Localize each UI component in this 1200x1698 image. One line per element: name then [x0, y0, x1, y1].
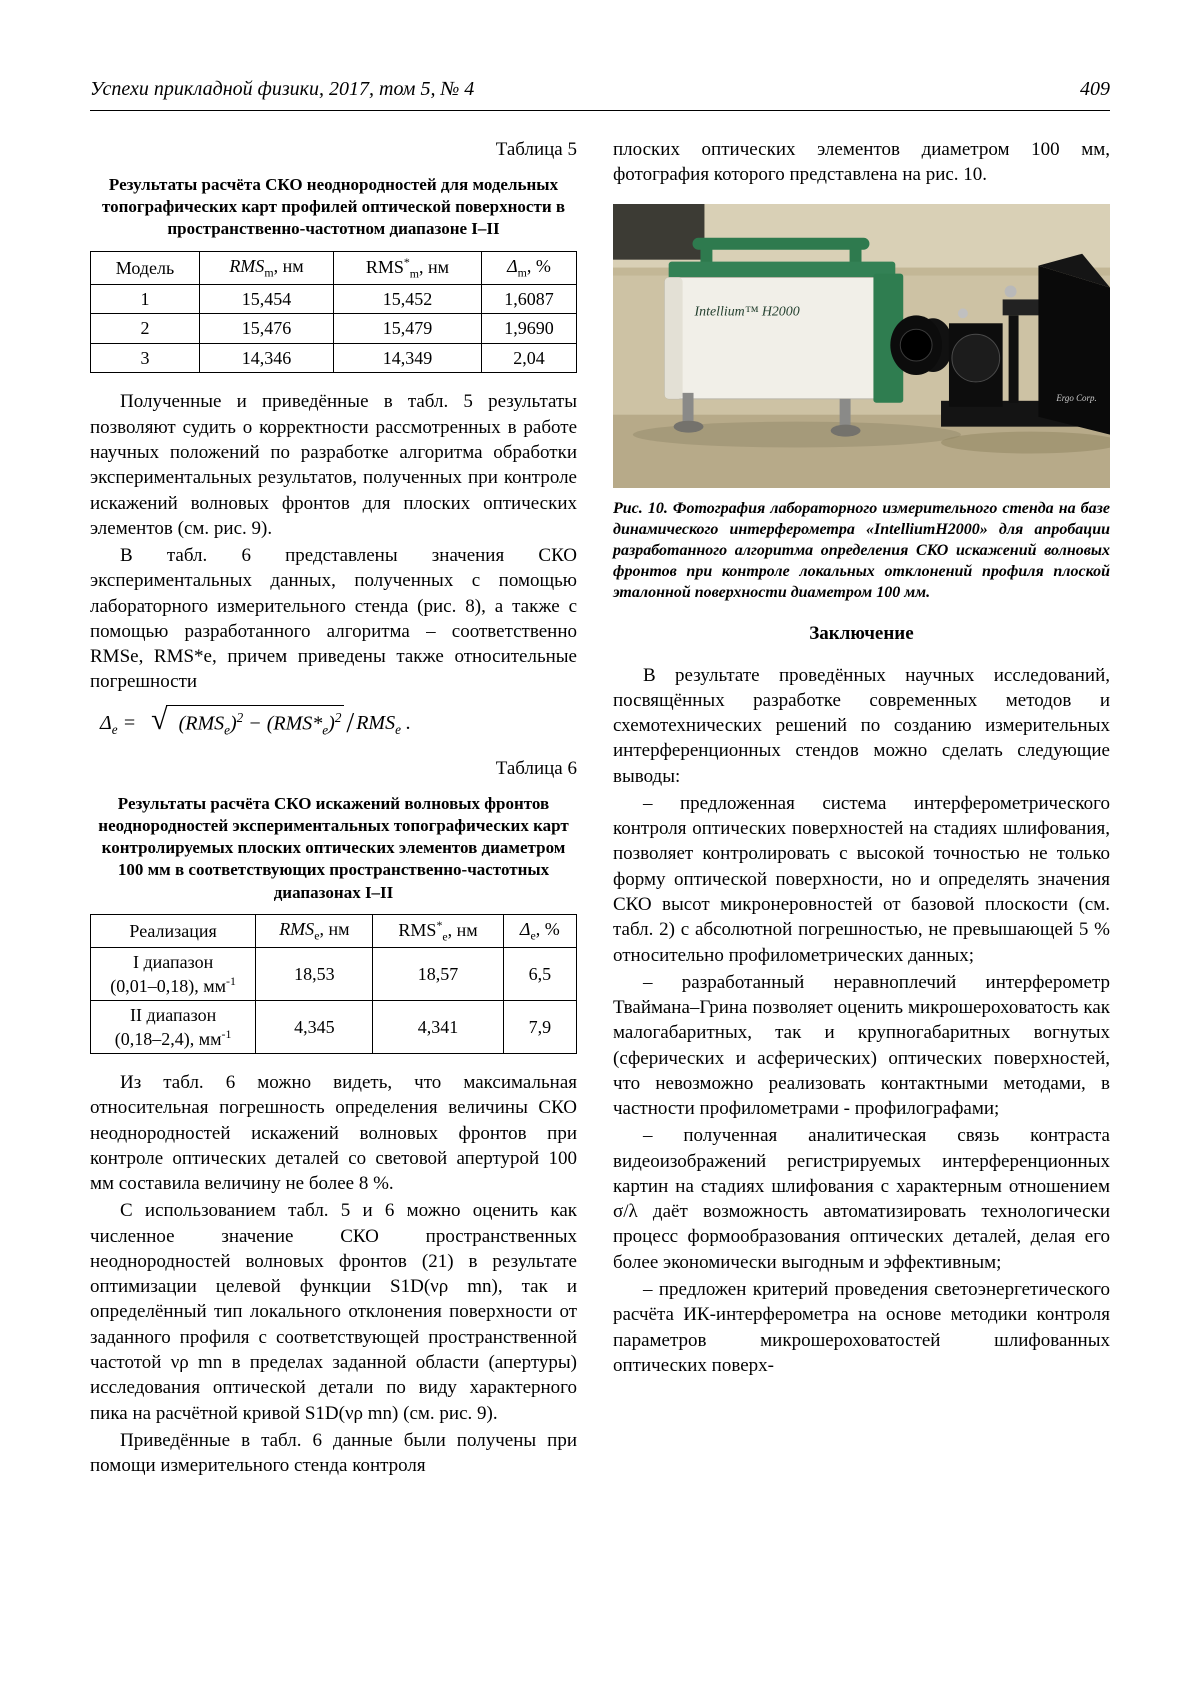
dark-enclosure	[1038, 253, 1110, 434]
table-5-caption: Результаты расчёта СКО неоднородностей для модельных топографических карт профилей оптической поверхности в пространственно-частотном диапазоне I–II	[101, 175, 566, 239]
table-row: 3 14,346 14,349 2,04	[91, 343, 577, 373]
table-6-label: Таблица 6	[495, 757, 577, 779]
table-5	[90, 251, 577, 374]
page-header	[90, 78, 1110, 111]
table-5-header-model: Модель	[91, 251, 200, 284]
table-6-header-realization: Реализация	[91, 914, 256, 947]
paragraph: плоских оптических элементов диаметром 100 мм, фотография которого представлена на рис. 10.	[613, 139, 1110, 186]
device-label-text: Intellium™ H2000	[694, 303, 800, 319]
radical: √ $(RMS_e)^2 - (RMS*_e)^2$	[141, 705, 344, 739]
conclusion-bullet: – полученная аналитическая связь контраста видеоизображений регистрируемых интерференционных картин на стадиях шлифования с характерным отношением σ/λ даёт возможность автоматизировать технологически процесс формообразования оптических деталей, делая его более экономически выгодным и эффективным;	[613, 1125, 1110, 1273]
two-column-layout	[90, 137, 1110, 1480]
conclusion-bullet: – предложенная система интерферометрического контроля оптических поверхностей на стадиях шлифования, позволяет контролировать с высокой точностью не только форму оптической поверхности, но и определять значения СКО высот микронеровностей от базовой плоскости (см. табл. 2) с абсолютной погрешностью, не превышающей 5 % относительно профилометрических данных;	[613, 792, 1110, 966]
collimator-lens	[890, 315, 953, 375]
table-row: 1 15,454 15,452 1,6087	[91, 284, 577, 314]
figure-10-photo	[613, 204, 1110, 488]
table-6	[90, 914, 577, 1054]
table-6-caption: Результаты расчёта СКО искажений волновых фронтов неоднородностей экспериментальных топографических карт контролируемых плоских оптических элементов диаметром 100 мм в соответствующих пространственно-частотных диапазонах I–II	[98, 794, 569, 902]
table-row: II диапазон (0,18–2,4), $мм^{-1}$ 4,345 4,341 7,9	[91, 1001, 577, 1054]
paragraph: Полученные и приведённые в табл. 5 результаты позволяют судить о корректности рассмотренных в работе научных положений по разработке алгоритма обработки экспериментальных результатов, полученных при контроле искажений волновых фронтов для плоских оптических элементов (см. рис. 9).	[90, 391, 577, 539]
figure-10-caption: Рис. 10. Фотография лабораторного измерительного стенда на базе динамического интерферометра «IntelliumH2000» для апробации разработанного алгоритма определения СКО искажений волновых фронтов при контроле локальных отклонений профиля плоской эталонной поверхности диаметром 100 мм.	[613, 499, 1110, 602]
page-number: 409	[1080, 78, 1110, 100]
conclusion-bullet: – предложен критерий проведения светоэнергетического расчёта ИК-интерферометра на основе методики контроля параметров микрошероховатостей шлифованных оптических поверх-	[613, 1279, 1110, 1376]
table-row: 2 15,476 15,479 1,9690	[91, 314, 577, 344]
right-column	[613, 137, 1110, 1480]
formula-delta-e: $\Delta_e$ = √ $(RMS_e)^2 - (RMS*_e)^2$ / $RMS_e$ .	[90, 705, 577, 742]
paragraph: Из табл. 6 можно видеть, что максимальная относительная погрешность определения величины СКО неоднородностей искажений волновых фронтов при контроле оптических деталей со световой апертурой 100 мм составила величину не более 8 %.	[90, 1072, 577, 1195]
table-row: I диапазон (0,01–0,18), $мм^{-1}$ 18,53 18,57 6,5	[91, 948, 577, 1001]
paragraph: В табл. 6 представлены значения СКО экспериментальных данных, полученных с помощью лабораторного измерительного стенда (рис. 8), а также с помощью разработанного алгоритма – соответственно RMSe, RMS*e, причем приведены также относительные погрешности	[90, 545, 577, 693]
paragraph: Приведённые в табл. 6 данные были получены при помощи измерительного стенда контроля	[90, 1429, 577, 1477]
left-column	[90, 137, 577, 1480]
table-5-header-rms: $RMS_m$, нм	[199, 251, 333, 284]
background-doorway	[613, 204, 704, 260]
conclusion-heading: Заключение	[809, 623, 914, 645]
paragraph: В результате проведённых научных исследований, посвящённых разработке современных методов и схемотехнических решений по созданию измерительных интерференционных стендов можно сделать следующие выводы:	[613, 664, 1110, 787]
table-5-header-rms-star: $RMS^*_m$, нм	[333, 251, 481, 284]
badge-text: Ergo Corp.	[1056, 392, 1097, 403]
conclusion-bullet: – разработанный неравноплечий интерферометр Тваймана–Грина позволяет оценить микрошероховатость как малогабаритных, так и крупногабаритных вогнутых (сферических и асферических) оптических поверхностей, что невозможно реализовать контактными методами, в частности профилометрами - профилографами;	[613, 971, 1110, 1120]
table-6-header-rms: $RMS_e$, нм	[256, 914, 373, 947]
table-5-header-delta: $\Delta_m$, %	[481, 251, 576, 284]
table-6-header-rms-star: $RMS^*_e$, нм	[373, 914, 503, 947]
table-5-label: Таблица 5	[495, 139, 577, 160]
table-6-header-delta: $\Delta_e$, %	[503, 914, 576, 947]
journal-title: Успехи прикладной физики, 2017, том 5, № 4	[90, 78, 475, 100]
paragraph: С использованием табл. 5 и 6 можно оценить как численное значение СКО пространственных неоднородностей волновых фронтов (21) в результате оптимизации целевой функции S1D(νρ mn), так и определённый тип локального отклонения поверхности от заданного профиля с соответствующей пространственной частотой νρ mn в пределах заданной области (апертуры) исследования оптической детали по виду характерного пика на расчётной кривой S1D(νρ mn) (см. рис. 9).	[90, 1200, 577, 1424]
